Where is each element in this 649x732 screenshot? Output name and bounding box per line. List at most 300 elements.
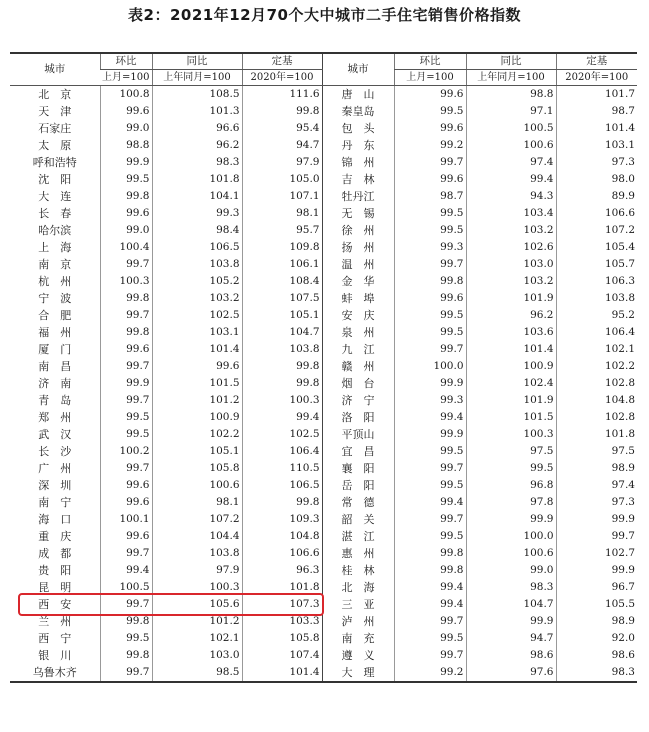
fixed-value-left: 106.1	[242, 256, 322, 273]
fixed-value-left: 96.3	[242, 562, 322, 579]
yoy-value-right: 100.9	[466, 358, 556, 375]
city-name-right: 牡丹江	[322, 188, 394, 205]
mom-value-left: 99.8	[100, 290, 152, 307]
fixed-value-right: 99.9	[556, 562, 637, 579]
city-name-left: 长 春	[38, 207, 72, 220]
fixed-value-right: 97.3	[556, 494, 637, 511]
mom-value-left: 99.4	[100, 562, 152, 579]
mom-value-left: 99.7	[100, 307, 152, 324]
table-row	[10, 273, 637, 290]
yoy-value-left: 106.5	[152, 239, 242, 256]
city-name-left: 宁 波	[38, 292, 72, 305]
yoy-value-right: 97.6	[466, 664, 556, 682]
fixed-value-left: 101.4	[242, 664, 322, 682]
fixed-value-left: 95.7	[242, 222, 322, 239]
fixed-value-right: 102.8	[556, 375, 637, 392]
header-fixed-left: 定基	[242, 53, 322, 70]
mom-value-left: 100.3	[100, 273, 152, 290]
yoy-value-right: 94.7	[466, 630, 556, 647]
city-name-left: 福 州	[38, 326, 72, 339]
mom-value-right: 99.5	[394, 222, 466, 239]
price-index-table	[10, 52, 637, 683]
yoy-value-left: 102.1	[152, 630, 242, 647]
mom-value-left: 99.7	[100, 392, 152, 409]
table-row	[10, 205, 637, 222]
mom-value-left: 99.9	[100, 154, 152, 171]
table-row	[10, 460, 637, 477]
fixed-value-left: 100.3	[242, 392, 322, 409]
header-yoy-left: 同比	[152, 53, 242, 70]
fixed-value-left: 106.4	[242, 443, 322, 460]
mom-value-right: 99.4	[394, 409, 466, 426]
city-name-left: 石家庄	[38, 122, 72, 135]
header-row	[10, 53, 637, 70]
fixed-value-right: 97.4	[556, 477, 637, 494]
city-name-right: 泉 州	[322, 324, 394, 341]
yoy-value-right: 99.5	[466, 460, 556, 477]
city-name-left: 北 京	[38, 88, 72, 101]
mom-value-right: 99.7	[394, 154, 466, 171]
city-name-left: 呼和浩特	[32, 156, 77, 169]
mom-value-left: 99.5	[100, 426, 152, 443]
yoy-value-right: 101.4	[466, 341, 556, 358]
fixed-value-left: 102.5	[242, 426, 322, 443]
fixed-value-left: 98.1	[242, 205, 322, 222]
city-name-left: 深 圳	[38, 479, 72, 492]
fixed-value-right: 105.4	[556, 239, 637, 256]
city-name-left: 西 宁	[38, 632, 72, 645]
city-name-left: 大 连	[38, 190, 72, 203]
fixed-value-left: 99.8	[242, 494, 322, 511]
mom-value-right: 99.4	[394, 579, 466, 596]
city-name-right: 泸 州	[322, 613, 394, 630]
yoy-value-right: 103.4	[466, 205, 556, 222]
fixed-value-right: 102.2	[556, 358, 637, 375]
yoy-value-right: 102.6	[466, 239, 556, 256]
mom-value-right: 99.5	[394, 528, 466, 545]
table-row	[10, 137, 637, 154]
mom-value-left: 99.5	[100, 630, 152, 647]
yoy-value-right: 103.6	[466, 324, 556, 341]
header-fixed-right: 定基	[556, 53, 637, 70]
yoy-value-right: 99.0	[466, 562, 556, 579]
city-name-right: 烟 台	[322, 375, 394, 392]
fixed-value-right: 105.7	[556, 256, 637, 273]
table-row	[10, 358, 637, 375]
table-row	[10, 545, 637, 562]
fixed-value-left: 106.5	[242, 477, 322, 494]
yoy-value-right: 100.6	[466, 137, 556, 154]
yoy-value-right: 103.2	[466, 273, 556, 290]
fixed-value-left: 103.3	[242, 613, 322, 630]
table-row	[10, 103, 637, 120]
table-row	[10, 426, 637, 443]
table-row	[10, 375, 637, 392]
yoy-value-right: 94.3	[466, 188, 556, 205]
mom-value-left: 99.6	[100, 103, 152, 120]
subheader-fixed-left: 2020年=100	[242, 70, 322, 86]
city-name-right: 赣 州	[322, 358, 394, 375]
mom-value-left: 99.0	[100, 222, 152, 239]
mom-value-left: 99.7	[100, 460, 152, 477]
fixed-value-right: 103.1	[556, 137, 637, 154]
city-name-left: 天 津	[38, 105, 72, 118]
yoy-value-left: 98.4	[152, 222, 242, 239]
yoy-value-right: 102.4	[466, 375, 556, 392]
city-name-right: 温 州	[322, 256, 394, 273]
mom-value-left: 99.6	[100, 341, 152, 358]
yoy-value-left: 98.5	[152, 664, 242, 682]
city-name-left: 贵 阳	[38, 564, 72, 577]
fixed-value-right: 101.7	[556, 86, 637, 104]
yoy-value-left: 104.1	[152, 188, 242, 205]
city-name-left: 西 安	[38, 598, 72, 611]
fixed-value-left: 107.1	[242, 188, 322, 205]
fixed-value-right: 106.6	[556, 205, 637, 222]
fixed-value-right: 98.9	[556, 613, 637, 630]
fixed-value-left: 101.8	[242, 579, 322, 596]
city-name-left: 兰 州	[38, 615, 72, 628]
mom-value-left: 99.7	[100, 545, 152, 562]
mom-value-right: 99.7	[394, 256, 466, 273]
table-title: 表2：2021年12月70个大中城市二手住宅销售价格指数	[128, 6, 521, 24]
mom-value-left: 99.9	[100, 375, 152, 392]
city-name-right: 常 德	[322, 494, 394, 511]
fixed-value-right: 89.9	[556, 188, 637, 205]
table-row	[10, 256, 637, 273]
city-name-right: 宜 昌	[322, 443, 394, 460]
city-name-left: 重 庆	[38, 530, 72, 543]
yoy-value-left: 101.3	[152, 103, 242, 120]
subheader-mom-right: 上月=100	[394, 70, 466, 86]
city-name-left: 广 州	[38, 462, 72, 475]
fixed-value-right: 104.8	[556, 392, 637, 409]
fixed-value-right: 98.6	[556, 647, 637, 664]
city-name-right: 徐 州	[322, 222, 394, 239]
yoy-value-left: 102.5	[152, 307, 242, 324]
city-name-left: 合 肥	[38, 309, 72, 322]
yoy-value-left: 98.3	[152, 154, 242, 171]
city-name-left: 郑 州	[38, 411, 72, 424]
table-row	[10, 324, 637, 341]
fixed-value-right: 98.7	[556, 103, 637, 120]
fixed-value-right: 95.2	[556, 307, 637, 324]
mom-value-right: 99.6	[394, 120, 466, 137]
header-city-left: 城市	[10, 53, 100, 86]
city-name-right: 金 华	[322, 273, 394, 290]
mom-value-left: 100.8	[100, 86, 152, 104]
city-name-right: 秦皇岛	[322, 103, 394, 120]
mom-value-left: 100.4	[100, 239, 152, 256]
yoy-value-right: 97.4	[466, 154, 556, 171]
city-name-right: 唐 山	[322, 86, 394, 104]
table-row	[10, 528, 637, 545]
subheader-mom-left: 上月=100	[100, 70, 152, 86]
city-name-left: 海 口	[38, 513, 72, 526]
mom-value-right: 98.7	[394, 188, 466, 205]
fixed-value-left: 97.9	[242, 154, 322, 171]
fixed-value-right: 92.0	[556, 630, 637, 647]
yoy-value-left: 103.1	[152, 324, 242, 341]
city-name-right: 扬 州	[322, 239, 394, 256]
fixed-value-left: 110.5	[242, 460, 322, 477]
city-name-right: 安 庆	[322, 307, 394, 324]
yoy-value-right: 103.2	[466, 222, 556, 239]
fixed-value-left: 105.1	[242, 307, 322, 324]
subheader-yoy-right: 上年同月=100	[466, 70, 556, 86]
city-name-right: 大 理	[322, 664, 394, 682]
city-name-left: 乌鲁木齐	[10, 664, 100, 682]
fixed-value-left: 111.6	[242, 86, 322, 104]
city-name-right: 洛 阳	[322, 409, 394, 426]
yoy-value-right: 100.6	[466, 545, 556, 562]
city-name-right: 韶 关	[322, 511, 394, 528]
mom-value-right: 99.5	[394, 103, 466, 120]
yoy-value-right: 101.5	[466, 409, 556, 426]
table-row	[10, 443, 637, 460]
yoy-value-left: 100.6	[152, 477, 242, 494]
mom-value-right: 99.7	[394, 460, 466, 477]
city-name-left: 南 昌	[38, 360, 72, 373]
mom-value-left: 99.6	[100, 477, 152, 494]
fixed-value-left: 107.4	[242, 647, 322, 664]
yoy-value-left: 101.4	[152, 341, 242, 358]
fixed-value-right: 102.8	[556, 409, 637, 426]
fixed-value-left: 99.8	[242, 375, 322, 392]
fixed-value-left: 104.7	[242, 324, 322, 341]
city-name-left: 济 南	[38, 377, 72, 390]
yoy-value-right: 97.1	[466, 103, 556, 120]
city-name-left: 厦 门	[38, 343, 72, 356]
fixed-value-right: 101.8	[556, 426, 637, 443]
fixed-value-left: 94.7	[242, 137, 322, 154]
city-name-left: 沈 阳	[38, 173, 72, 186]
mom-value-right: 99.5	[394, 205, 466, 222]
mom-value-right: 99.4	[394, 596, 466, 613]
table-row	[10, 120, 637, 137]
yoy-value-left: 101.5	[152, 375, 242, 392]
table-row	[10, 630, 637, 647]
header-yoy-right: 同比	[466, 53, 556, 70]
fixed-value-right: 106.3	[556, 273, 637, 290]
city-name-left: 银 川	[38, 649, 72, 662]
fixed-value-right: 103.8	[556, 290, 637, 307]
table-row	[10, 664, 637, 682]
city-name-right: 吉 林	[322, 171, 394, 188]
yoy-value-right: 97.8	[466, 494, 556, 511]
table-row	[10, 477, 637, 494]
yoy-value-right: 100.0	[466, 528, 556, 545]
mom-value-right: 99.4	[394, 494, 466, 511]
city-name-left: 长 沙	[38, 445, 72, 458]
fixed-value-right: 101.4	[556, 120, 637, 137]
city-name-right: 湛 江	[322, 528, 394, 545]
city-name-left: 南 宁	[38, 496, 72, 509]
city-name-right: 北 海	[322, 579, 394, 596]
mom-value-left: 99.7	[100, 596, 152, 613]
city-name-right: 九 江	[322, 341, 394, 358]
mom-value-right: 99.6	[394, 86, 466, 104]
city-name-left: 成 都	[38, 547, 72, 560]
yoy-value-right: 96.8	[466, 477, 556, 494]
table-row	[10, 154, 637, 171]
yoy-value-right: 98.8	[466, 86, 556, 104]
fixed-value-right: 102.7	[556, 545, 637, 562]
table-row	[10, 494, 637, 511]
fixed-value-right: 97.3	[556, 154, 637, 171]
fixed-value-left: 105.8	[242, 630, 322, 647]
fixed-value-right: 105.5	[556, 596, 637, 613]
table-row	[10, 562, 637, 579]
city-name-left: 昆 明	[38, 581, 72, 594]
yoy-value-left: 103.8	[152, 545, 242, 562]
mom-value-left: 99.8	[100, 188, 152, 205]
mom-value-left: 99.6	[100, 494, 152, 511]
fixed-value-right: 98.0	[556, 171, 637, 188]
yoy-value-right: 103.0	[466, 256, 556, 273]
mom-value-right: 99.5	[394, 477, 466, 494]
mom-value-right: 99.5	[394, 443, 466, 460]
mom-value-right: 99.5	[394, 630, 466, 647]
yoy-value-right: 104.7	[466, 596, 556, 613]
fixed-value-left: 107.3	[242, 596, 322, 613]
mom-value-right: 99.6	[394, 290, 466, 307]
city-name-right: 平顶山	[322, 426, 394, 443]
mom-value-right: 99.7	[394, 647, 466, 664]
yoy-value-left: 97.9	[152, 562, 242, 579]
header-city-right: 城市	[322, 53, 394, 86]
city-name-left: 上 海	[38, 241, 72, 254]
city-name-left: 太 原	[38, 139, 72, 152]
yoy-value-left: 105.1	[152, 443, 242, 460]
fixed-value-right: 107.2	[556, 222, 637, 239]
fixed-value-left: 95.4	[242, 120, 322, 137]
table-row	[10, 290, 637, 307]
mom-value-left: 99.5	[100, 409, 152, 426]
city-name-left: 武 汉	[38, 428, 72, 441]
yoy-value-left: 103.0	[152, 647, 242, 664]
yoy-value-left: 96.2	[152, 137, 242, 154]
yoy-value-left: 105.2	[152, 273, 242, 290]
fixed-value-left: 106.6	[242, 545, 322, 562]
yoy-value-right: 100.5	[466, 120, 556, 137]
mom-value-right: 99.3	[394, 392, 466, 409]
fixed-value-left: 107.5	[242, 290, 322, 307]
city-name-right: 锦 州	[322, 154, 394, 171]
mom-value-right: 99.5	[394, 307, 466, 324]
mom-value-right: 99.5	[394, 324, 466, 341]
table-row	[10, 86, 637, 104]
fixed-value-right: 98.3	[556, 664, 637, 682]
fixed-value-right: 99.7	[556, 528, 637, 545]
city-name-right: 蚌 埠	[322, 290, 394, 307]
city-name-right: 丹 东	[322, 137, 394, 154]
yoy-value-right: 100.3	[466, 426, 556, 443]
subheader-yoy-left: 上年同月=100	[152, 70, 242, 86]
mom-value-left: 98.8	[100, 137, 152, 154]
yoy-value-left: 101.2	[152, 392, 242, 409]
fixed-value-right: 96.7	[556, 579, 637, 596]
fixed-value-left: 99.8	[242, 358, 322, 375]
table-row	[10, 409, 637, 426]
mom-value-right: 99.7	[394, 341, 466, 358]
yoy-value-left: 100.9	[152, 409, 242, 426]
yoy-value-right: 96.2	[466, 307, 556, 324]
yoy-value-right: 101.9	[466, 290, 556, 307]
table-row	[10, 188, 637, 205]
mom-value-left: 99.0	[100, 120, 152, 137]
city-name-right: 襄 阳	[322, 460, 394, 477]
yoy-value-left: 101.8	[152, 171, 242, 188]
mom-value-right: 99.3	[394, 239, 466, 256]
city-name-right: 济 宁	[322, 392, 394, 409]
city-name-left: 哈尔滨	[38, 224, 72, 237]
city-name-right: 无 锡	[322, 205, 394, 222]
fixed-value-right: 98.9	[556, 460, 637, 477]
subheader-fixed-right: 2020年=100	[556, 70, 637, 86]
fixed-value-left: 105.0	[242, 171, 322, 188]
yoy-value-left: 99.6	[152, 358, 242, 375]
mom-value-right: 99.9	[394, 426, 466, 443]
fixed-value-left: 109.3	[242, 511, 322, 528]
mom-value-right: 99.8	[394, 273, 466, 290]
yoy-value-right: 101.9	[466, 392, 556, 409]
fixed-value-right: 106.4	[556, 324, 637, 341]
yoy-value-right: 98.3	[466, 579, 556, 596]
yoy-value-left: 108.5	[152, 86, 242, 104]
mom-value-left: 100.2	[100, 443, 152, 460]
table-row	[10, 341, 637, 358]
mom-value-left: 99.6	[100, 205, 152, 222]
yoy-value-right: 99.9	[466, 511, 556, 528]
yoy-value-right: 99.4	[466, 171, 556, 188]
fixed-value-right: 97.5	[556, 443, 637, 460]
mom-value-right: 99.7	[394, 613, 466, 630]
yoy-value-right: 97.5	[466, 443, 556, 460]
mom-value-left: 99.6	[100, 528, 152, 545]
yoy-value-left: 98.1	[152, 494, 242, 511]
mom-value-left: 99.8	[100, 647, 152, 664]
mom-value-right: 99.2	[394, 137, 466, 154]
header-mom-right: 环比	[394, 53, 466, 70]
header-mom-left: 环比	[100, 53, 152, 70]
yoy-value-left: 104.4	[152, 528, 242, 545]
fixed-value-right: 102.1	[556, 341, 637, 358]
city-name-right: 惠 州	[322, 545, 394, 562]
city-name-right: 遵 义	[322, 647, 394, 664]
mom-value-right: 99.9	[394, 375, 466, 392]
mom-value-right: 99.7	[394, 511, 466, 528]
yoy-value-left: 100.3	[152, 579, 242, 596]
yoy-value-right: 99.9	[466, 613, 556, 630]
mom-value-left: 99.8	[100, 324, 152, 341]
mom-value-left: 100.5	[100, 579, 152, 596]
yoy-value-left: 101.2	[152, 613, 242, 630]
fixed-value-left: 108.4	[242, 273, 322, 290]
city-name-right: 南 充	[322, 630, 394, 647]
yoy-value-left: 102.2	[152, 426, 242, 443]
fixed-value-right: 99.9	[556, 511, 637, 528]
yoy-value-right: 98.6	[466, 647, 556, 664]
table-row	[10, 239, 637, 256]
mom-value-left: 99.7	[100, 664, 152, 682]
yoy-value-left: 103.2	[152, 290, 242, 307]
mom-value-left: 99.5	[100, 171, 152, 188]
mom-value-right: 100.0	[394, 358, 466, 375]
yoy-value-left: 96.6	[152, 120, 242, 137]
fixed-value-left: 104.8	[242, 528, 322, 545]
mom-value-right: 99.2	[394, 664, 466, 682]
